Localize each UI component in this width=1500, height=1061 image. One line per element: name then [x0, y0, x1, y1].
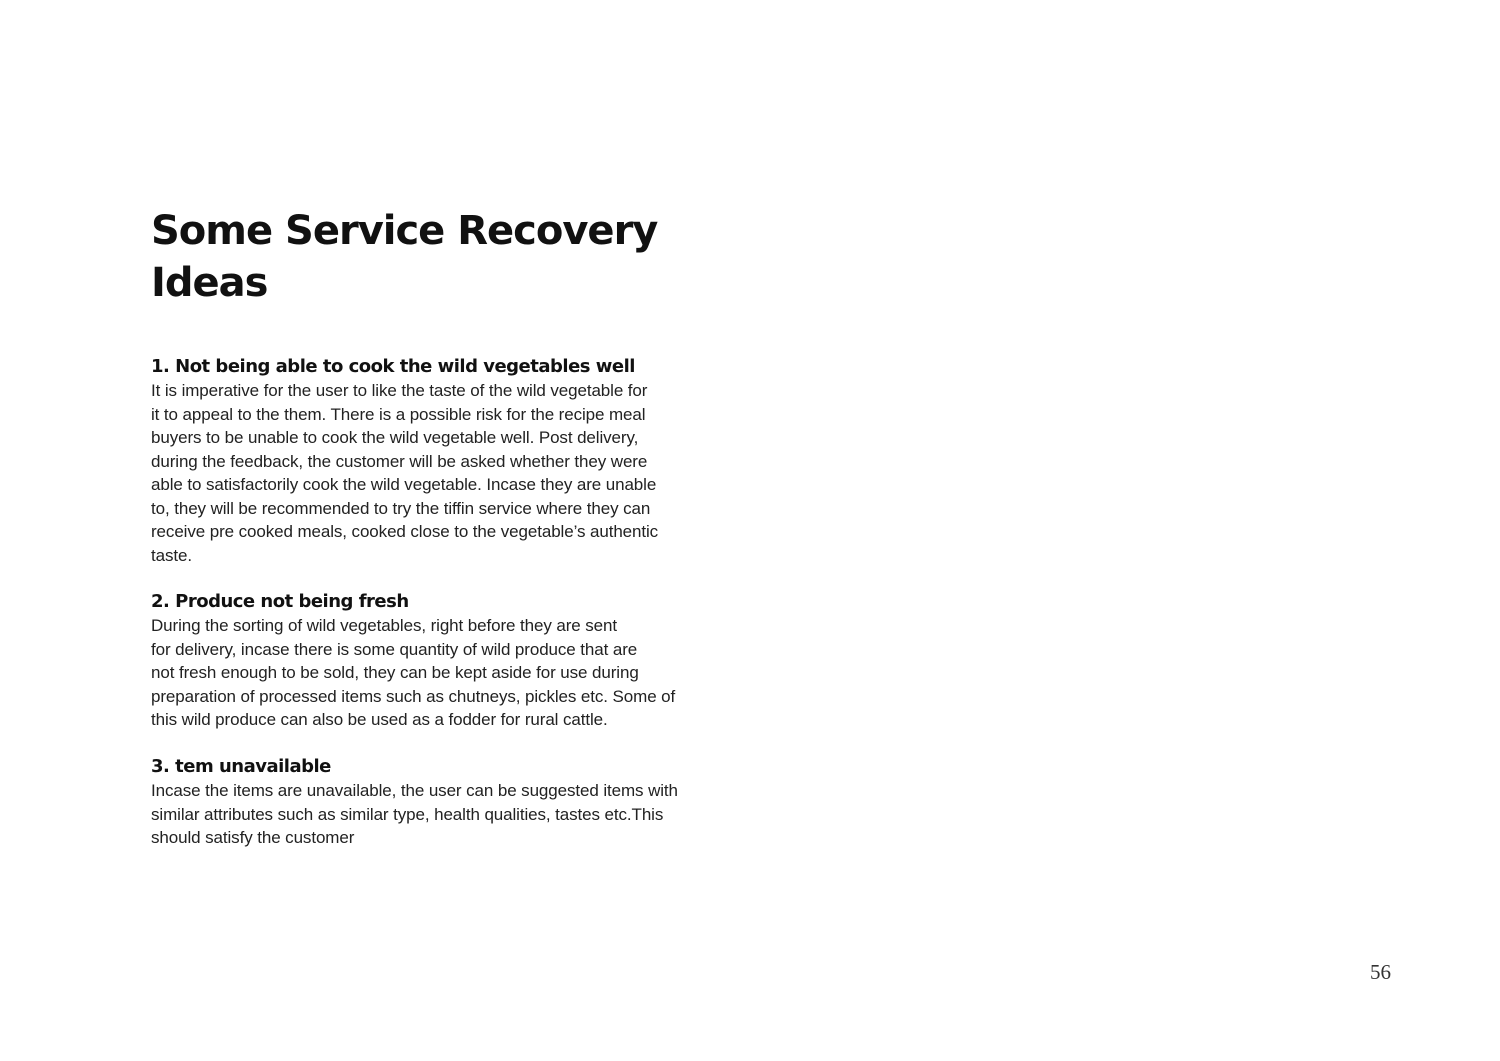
section-item-unavailable	[151, 755, 678, 850]
page-title-line: Ideas	[151, 260, 268, 306]
body-line: buyers to be unable to cook the wild vegetable well. Post delivery,	[151, 428, 639, 447]
body-line: It is imperative for the user to like the taste of the wild vegetable for	[151, 381, 648, 400]
body-line: Incase the items are unavailable, the user can be suggested items with	[151, 781, 678, 800]
body-line: not fresh enough to be sold, they can be kept aside for use during	[151, 663, 639, 682]
page-number: 56	[1370, 960, 1391, 984]
body-line: this wild produce can also be used as a fodder for rural cattle.	[151, 710, 608, 729]
page-title	[151, 205, 657, 309]
section-cooking-issue	[151, 355, 658, 567]
body-line: during the feedback, the customer will be asked whether they were	[151, 451, 648, 471]
body-line: preparation of processed items such as chutneys, pickles etc. Some of	[151, 686, 676, 706]
section-heading: 2. Produce not being fresh	[151, 591, 409, 612]
page-title-line: Some Service Recovery	[151, 208, 658, 254]
section-heading: 1. Not being able to cook the wild vegetables well	[151, 356, 635, 377]
body-line: it to appeal to the them. There is a possible risk for the recipe meal	[151, 404, 646, 424]
section-freshness-issue	[151, 590, 675, 732]
section-heading: 3. tem unavailable	[151, 756, 331, 777]
body-line: similar attributes such as similar type, health qualities, tastes etc.This	[151, 804, 664, 824]
body-line: receive pre cooked meals, cooked close to the vegetable’s authentic	[151, 522, 659, 541]
section-body	[151, 379, 658, 567]
body-line: taste.	[151, 545, 192, 565]
body-line: for delivery, incase there is some quantity of wild produce that are	[151, 639, 638, 659]
body-line: should satisfy the customer	[151, 828, 355, 847]
section-body	[151, 614, 675, 732]
body-line: During the sorting of wild vegetables, right before they are sent	[151, 616, 617, 635]
body-line: able to satisfactorily cook the wild vegetable. Incase they are unable	[151, 475, 657, 494]
section-body	[151, 779, 678, 850]
body-line: to, they will be recommended to try the tiffin service where they can	[151, 498, 651, 518]
